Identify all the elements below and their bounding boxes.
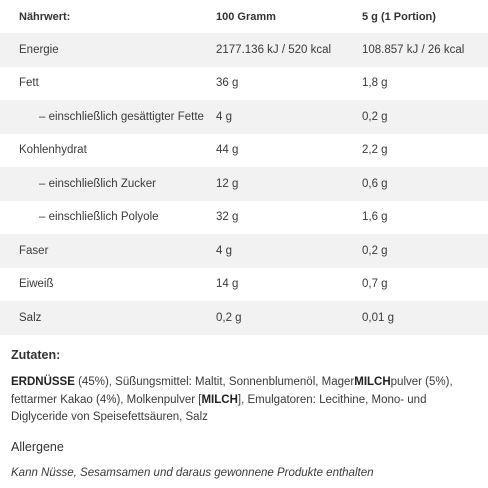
ingredients-text: [11, 374, 481, 427]
nutrient-name: – einschließlich gesättigter Fette: [39, 110, 204, 123]
value-per-portion: 1,6 g: [362, 211, 388, 224]
value-per-100g: 0,2 g: [216, 311, 242, 324]
value-per-portion: 2,2 g: [362, 144, 388, 157]
value-per-portion: 1,8 g: [362, 77, 388, 90]
value-per-portion: 0,2 g: [362, 244, 388, 257]
ingredients-title: Zutaten:: [11, 348, 61, 362]
table-row: [0, 201, 488, 235]
header-per-100g: 100 Gramm: [216, 10, 276, 23]
nutrition-header-row: [0, 0, 488, 33]
value-per-100g: 12 g: [216, 177, 239, 190]
allergen-highlight: MILCH: [354, 376, 391, 388]
allergens-text: Kann Nüsse, Sesamsamen und daraus gewonnene Produkte enthalten: [11, 467, 374, 479]
ingredients-fragment: pulver (5%), fettarmer Kakao (4%), Molkenpulver [: [11, 376, 453, 406]
table-row: [0, 33, 488, 67]
value-per-100g: 44 g: [216, 144, 239, 157]
table-row: [0, 301, 488, 335]
value-per-100g: 36 g: [216, 77, 239, 90]
nutrient-name: Kohlenhydrat: [19, 144, 87, 157]
value-per-100g: 2177.136 kJ / 520 kcal: [216, 43, 332, 56]
allergen-highlight: MILCH: [201, 393, 238, 406]
value-per-portion: 0,01 g: [362, 311, 394, 324]
nutrient-name: – einschließlich Polyole: [39, 211, 159, 224]
value-per-100g: 4 g: [216, 244, 232, 257]
value-per-portion: 108.857 kJ / 26 kcal: [362, 43, 465, 56]
table-row: [0, 67, 488, 101]
ingredients-fragment: (45%), Süßungsmittel: Maltit, Sonnenblumenöl, Mager: [74, 376, 355, 388]
allergen-highlight: ERDNÜSSE: [11, 376, 75, 388]
value-per-portion: 0,2 g: [362, 110, 388, 123]
nutrient-name: Salz: [19, 311, 42, 324]
header-nutrient: Nährwert:: [19, 10, 71, 23]
value-per-100g: 32 g: [216, 211, 239, 224]
value-per-portion: 0,6 g: [362, 177, 388, 190]
value-per-100g: 4 g: [216, 110, 232, 123]
nutrient-name: – einschließlich Zucker: [39, 177, 156, 190]
table-row: [0, 268, 488, 302]
table-row: [0, 234, 488, 268]
nutrient-name: Faser: [19, 244, 49, 257]
table-row: [0, 100, 488, 134]
nutrient-name: Energie: [19, 43, 59, 56]
nutrient-name: Eiweiß: [19, 278, 54, 291]
nutrient-name: Fett: [19, 77, 39, 90]
value-per-portion: 0,7 g: [362, 278, 388, 291]
header-per-portion: 5 g (1 Portion): [362, 10, 436, 23]
table-row: [0, 134, 488, 168]
nutrition-body: [0, 33, 488, 335]
allergens-title: Allergene: [11, 440, 64, 454]
ingredients-fragment: ], Emulgatoren: Lecithine, Mono- und Diglyceride von Speisefettsäuren, Salz: [11, 393, 427, 423]
value-per-100g: 14 g: [216, 278, 239, 291]
table-row: [0, 167, 488, 201]
